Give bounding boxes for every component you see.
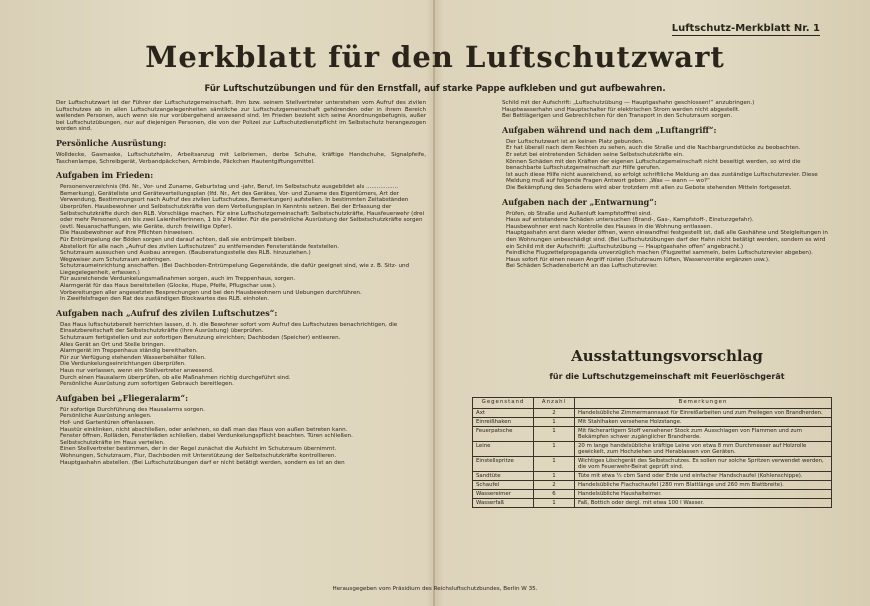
list-line: Selbstschutzkräfte im Haus verteilen.	[60, 439, 165, 446]
list-line: Für sofortige Durchführung des Hausalarms sorgen.	[60, 406, 205, 413]
table-row	[473, 490, 832, 499]
equipment-proposal-title: Ausstattungsvorschlag	[571, 347, 763, 365]
list-line: Durch einen Hausalarm überprüfen, ob alle Maßnahmen richtig durchgeführt sind.	[60, 374, 291, 381]
list-line: Schutzraumeinrichtung anschaffen. (Bei Dachboden-Entrümpelung Gegenstände, die dafür geeignet sind, wie z. B. Sitz- und Liegegelegenheit, erfassen.)	[60, 263, 410, 276]
section-title-attack: Aufgaben während und nach dem „Luftangriff“:	[502, 124, 717, 135]
note-cell: Faß, Bottich oder dergl. mit etwa 100 l Wasser.	[575, 499, 832, 508]
list-line: Persönliche Ausrüstung zum sofortigen Gebrauch bereitlegen.	[60, 381, 234, 388]
list-line: Einen Stellvertreter bestimmen, der in der Regel zunächst die Aufsicht im Schutzraum übernimmt.	[60, 446, 337, 453]
list-line: Wegweiser zum Schutzraum anbringen.	[60, 256, 172, 263]
list-line: Das Haus luftschutzbereit herrichten lassen, d. h. die Bewohner sofort vom Aufruf des Luftschutzes benachrichtigen, die Einsatzbereitschaft der Selbstschutzkräfte (ihre Ausrüstung) überprüfen.	[60, 321, 398, 335]
list-line: Persönliche Ausrüstung anlegen.	[60, 413, 152, 420]
section-title-air-raid: Aufgaben bei „Fliegeralarm“:	[56, 392, 189, 403]
list-line: Haus sofort für einen neuen Angriff rüsten (Schutzraum lüften, Wasservorräte ergänzen usw.).	[506, 256, 770, 263]
list-line: Hauptgashahn erst dann wieder öffnen, wenn einwandfrei festgestellt ist, daß alle Gashähne und Steigleitungen in den Wohnungen unbeschädigt sind. (Bei Luftschutzübungen darf der Hahn nicht betätigt werden, sondern es wird ein Schild mit der Aufschrift: „Luftschutzübung — Hauptgashahn offen“ angebracht.)	[506, 230, 828, 250]
list-line: Die Verdunkelungseinrichtungen überprüfen.	[60, 361, 186, 368]
item-cell: Einstellspritze	[473, 457, 534, 472]
table-row	[473, 457, 832, 472]
note-cell: Handelsübliche Haushalteimer.	[575, 490, 832, 499]
list-line: Können Schäden mit den Kräften der eigenen Luftschutzgemeinschaft nicht beseitigt werden, so wird die benachbarte Luftschutzgemeinschaft zur Hilfe gerufen.	[506, 158, 801, 172]
count-cell: 1	[534, 457, 575, 472]
page-subtitle: Für Luftschutzübungen und für den Ernstfall, auf starke Pappe aufkleben und gut aufbewahren.	[204, 84, 666, 94]
count-cell: 1	[534, 472, 575, 481]
table-header-row	[473, 398, 832, 409]
list-line: Schutzraum fertigstellen und zur sofortigen Benutzung einrichten; Dachboden (Speicher) entleeren.	[60, 335, 341, 342]
section-list-attack	[506, 139, 832, 192]
count-cell: 6	[534, 490, 575, 499]
list-line: Bei Schäden Schadensbericht an das Luftschutzrevier.	[506, 263, 658, 270]
section-text-equipment: Wolldecke, Gasmaske, Luftschutzhelm, Arbeitsanzug mit Leibriemen, derbe Schuhe, kräftige Handschuhe, Signalpfeife, Taschenlampe, Schreibgerät, Verbandpäckchen, Armbinde, Päckchen Hautentgiftungsmittel.	[56, 151, 426, 165]
list-line: Für ausreichende Verdunkelungsmaßnahmen sorgen, auch im Treppenhaus, sorgen.	[60, 276, 296, 283]
note-cell: Wichtiges Löschgerät des Selbstschutzes. Es sollen nur solche Spritzen verwendet werden, die vom Feuerwehr-Beirat geprüft sind.	[575, 457, 832, 472]
count-cell: 2	[534, 409, 575, 418]
section-title-equipment: Persönliche Ausrüstung:	[56, 137, 167, 148]
intro-paragraph: Der Luftschutzwart ist der Führer der Luftschutzgemeinschaft. Ihm bzw. seinem Stellvertreter unterstehen vom Aufruf des zivilen Luftschutzes ab in allen Luftschutzangelegenheiten sämtliche zur Luftschutzgemeinschaft gehörenden oder in ihrem Bereich weilenden Personen, auch wenn sie nur vorübergehend anwesend sind. Im Frieden bezieht sich seine Anordnungsbefugnis, außer bei Luftschutzübungen, nur auf diejenigen Personen, die von der Polizei zur Luftschutzdienstpflicht im Selbstschutz herangezogen worden sind.	[56, 100, 426, 133]
publisher-footer: Herausgegeben vom Präsidium des Reichsluftschutzbundes, Berlin W 35.	[332, 586, 538, 592]
table-row	[473, 481, 832, 490]
list-line: Hof- und Gartentüren offenlassen.	[60, 419, 156, 426]
continued-list	[502, 100, 832, 120]
count-cell: 1	[534, 418, 575, 427]
section-title-civil-alert: Aufgaben nach „Aufruf des zivilen Luftschutzes“:	[56, 307, 278, 318]
section-title-all-clear: Aufgaben nach der „Entwarnung“:	[502, 196, 657, 207]
list-line: Für zur Verfügung stehenden Wasserbehälter füllen.	[60, 354, 206, 361]
list-line: Die Hausbewohner auf ihre Pflichten hinweisen.	[60, 230, 194, 237]
list-line: Der Luftschutzwart ist an keinen Platz gebunden.	[506, 138, 644, 145]
list-line: Er setzt bei eintretenden Schäden seine Selbstschutzkräfte ein.	[506, 151, 684, 158]
section-list-peace	[60, 184, 426, 303]
table-row	[473, 472, 832, 481]
note-cell: Handelsübliche Flachschaufel (280 mm Blattlänge und 260 mm Blattbreite).	[575, 481, 832, 490]
list-line: Hauptgashahn abstellen. (Bei Luftschutzübungen darf er nicht betätigt werden, sondern es ist an den	[60, 459, 345, 466]
list-line: Ist auch diese Hilfe nicht ausreichend, so erfolgt schriftliche Meldung an das zuständige Luftschutzrevier. Diese Meldung muß auf folgende Fragen Antwort geben: „Was — wann — wo?“	[506, 171, 818, 185]
list-line: Personenverzeichnis (Ifd. Nr., Vor- und Zuname, Geburtstag und -jahr, Beruf, im Selbstschutz ausgebildet als .................. Bemerkung), Geräteliste und Geräteverteilungsplan (Ifd. Nr., Art des Gerätes, Vor- und Zuname des Eigentümers, Art der Verwendung, Bestimmungsort nach Aufruf des zivilen Luftschutzes, Bemerkungen) aufstellen. In bestimmten Zeitabständen überprüfen. Hausbewohner und Selbstschutzkräfte von dem Verteilungsplan in Kenntnis setzen. Bei der Erfassung der Selbstschutzkräfte durch den RLB. Vorschläge machen. Für eine Luftschutzgemeinschaft: Selbstschutzkräfte, Hausfeuerwehr (drei oder mehr Personen), ein bis zwei Laienhelferinnen, 1 bis 2 Melder. Für die persönliche Ausrüstung der Selbstschutzkräfte sorgen (evtl. Neuanschaffungen, wie Geräte, durch freiwillige Opfer).	[60, 184, 425, 230]
item-cell: Einreißhaken	[473, 418, 534, 427]
note-cell: Tüte mit etwa ¼ cbm Sand oder Erde und einfacher Handschaufel (Kohlenschippe).	[575, 472, 832, 481]
list-line: Schutzraum aussuchen und Ausbau anregen. (Bauberatungsstelle des RLB. hinzuziehen.)	[60, 250, 311, 257]
count-cell: 1	[534, 427, 575, 442]
item-cell: Feuerpatsche	[473, 427, 534, 442]
list-line: In Zweifelsfragen den Rat des zuständigen Blockwartes des RLB. einholen.	[60, 296, 270, 303]
equipment-proposal-subtitle: für die Luftschutzgemeinschaft mit Feuerlöschgerät	[549, 372, 785, 381]
note-cell: Handelsübliche Zimmermannsaxt für Einreißarbeiten und zum Freilegen von Brandherden.	[575, 409, 832, 418]
right-column	[502, 100, 832, 274]
list-line: Alles Gerät an Ort und Stelle bringen.	[60, 341, 166, 348]
item-cell: Sandtüte	[473, 472, 534, 481]
left-column	[56, 100, 426, 470]
section-list-all-clear	[506, 211, 832, 270]
table-row	[473, 427, 832, 442]
table-row	[473, 442, 832, 457]
list-line: Hauptwasserhahn und Hauptschalter für elektrischen Strom werden nicht abgestellt.	[502, 106, 740, 113]
list-line: Prüfen, ob Straße und Außenluft kampfstofffrei sind.	[506, 210, 653, 217]
list-line: Die Bekämpfung des Schadens wird aber trotzdem mit allen zu Gebote stehenden Mitteln fortgesetzt.	[506, 184, 792, 191]
list-line: Haustür einklinken, nicht abschließen, oder anlehnen, so daß man das Haus von außen betreten kann.	[60, 426, 348, 433]
page-title: Merkblatt für den Luftschutzwart	[145, 40, 725, 74]
section-list-civil-alert	[60, 322, 426, 388]
leaflet-number: Luftschutz-Merkblatt Nr. 1	[671, 23, 820, 34]
item-cell: Leine	[473, 442, 534, 457]
note-cell: Mit fächerartigem Stoff versehener Stock zum Ausschlagen von Flammen und zum Bekämpfen schwer zugänglicher Brandherde.	[575, 427, 832, 442]
list-line: Vorbereitungen aller angesetzten Besprechungen und bei den Hausbewohnern und Uebungen durchführen.	[60, 289, 362, 296]
table-row	[473, 409, 832, 418]
list-line: Er hat überall nach dem Rechten zu sehen, auch die Straße und die Nachbargrundstücke zu beobachten.	[506, 145, 801, 152]
count-cell: 2	[534, 481, 575, 490]
note-cell: 20 m lange handelsübliche kräftige Leine von etwa 8 mm Durchmesser auf Holzrolle gewickelt, zum Hochziehen und Herablassen von Geräten.	[575, 442, 832, 457]
list-line: Haus auf entstandene Schäden untersuchen (Brand-, Gas-, Kampfstoff-, Einsturzgefahr).	[506, 217, 754, 224]
list-line: Alarmgerät im Treppenhaus ständig bereithalten.	[60, 348, 198, 355]
table-row	[473, 499, 832, 508]
count-cell: 1	[534, 442, 575, 457]
list-line: Feindliche Flugzettelpropaganda unverzüglich machen (Flugzettel sammeln, beim Luftschutzrevier abgeben).	[506, 250, 813, 257]
list-line: Hausbewohner erst nach Kontrolle des Hauses in die Wohnung entlassen.	[506, 223, 713, 230]
note-cell: Mit Stahlhaken versehene Holzstange.	[575, 418, 832, 427]
item-cell: Axt	[473, 409, 534, 418]
section-list-air-raid	[60, 407, 426, 466]
list-line: Fenster öffnen, Rolläden, Fensterläden schließen, dabei Verdunkelungspflicht beachten. Türen schließen.	[60, 433, 353, 440]
count-cell: 1	[534, 499, 575, 508]
item-cell: Schaufel	[473, 481, 534, 490]
column-header-item: Gegenstand	[473, 398, 534, 409]
list-line: Bei Bettlägerigen und Gebrechlichen für den Transport in den Schutzraum sorgen.	[502, 113, 733, 120]
list-line: Alarmgerät für das Haus bereitstellen (Glocke, Hupe, Pfeife, Pflugschar usw.).	[60, 283, 277, 290]
item-cell: Wasserfaß	[473, 499, 534, 508]
list-line: Abstellort für alle nach „Aufruf des zivilen Luftschutzes“ zu entfernenden Fensterstände feststellen.	[60, 243, 340, 250]
equipment-table	[472, 397, 832, 508]
list-line: Haus nur verlassen, wenn ein Stellvertreter anwesend.	[60, 368, 214, 374]
table-row	[473, 418, 832, 427]
item-cell: Wassereimer	[473, 490, 534, 499]
list-line: Für Entrümpelung der Böden sorgen und darauf achten, daß sie entrümpelt bleiben.	[60, 236, 297, 243]
column-header-notes: Bemerkungen	[575, 398, 832, 409]
list-line: Schild mit der Aufschrift: „Luftschutzübung — Hauptgashahn geschlossen!“ anzubringen.)	[502, 100, 755, 106]
section-title-peace: Aufgaben im Frieden:	[56, 170, 154, 181]
column-header-count: Anzahl	[534, 398, 575, 409]
list-line: Wohnungen, Schutzraum, Flur, Dachboden mit Unterstützung der Selbstschutzkräfte kontrollieren.	[60, 452, 337, 459]
